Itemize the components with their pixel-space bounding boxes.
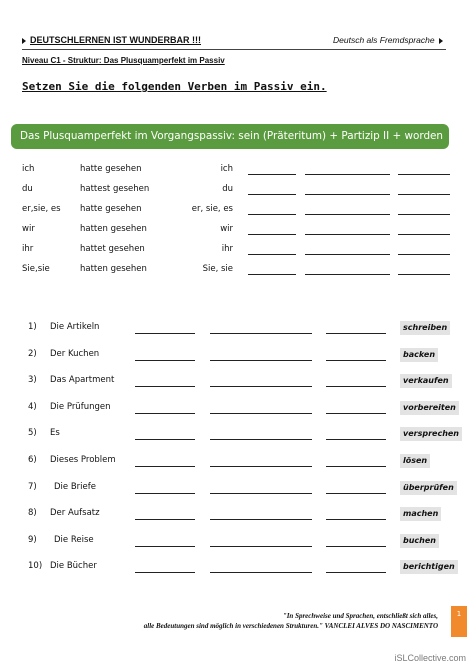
answer-blank[interactable]	[210, 466, 312, 467]
answer-blank[interactable]	[135, 466, 195, 467]
pronoun-answer-label: er, sie, es	[191, 204, 233, 214]
pronoun-answer-label: wir	[220, 224, 233, 234]
exercise-subject: Die Reise	[54, 535, 94, 545]
verb-hint: vorbereiten	[400, 401, 459, 415]
exercise-number: 6)	[28, 455, 37, 465]
answer-blank[interactable]	[326, 333, 386, 334]
verb-hint: versprechen	[400, 427, 462, 441]
answer-blank[interactable]	[398, 214, 450, 215]
triangle-bullet-icon	[22, 38, 26, 44]
answer-blank[interactable]	[248, 214, 296, 215]
answer-blank[interactable]	[305, 214, 390, 215]
auxiliary-form: hatte gesehen	[80, 204, 142, 214]
answer-blank[interactable]	[135, 572, 195, 573]
pronoun: wir	[22, 224, 35, 234]
answer-blank[interactable]	[135, 493, 195, 494]
exercise-number: 7)	[28, 482, 37, 492]
answer-blank[interactable]	[210, 439, 312, 440]
pronoun: er,sie, es	[22, 204, 61, 214]
exercise-subject: Die Artikeln	[50, 322, 100, 332]
answer-blank[interactable]	[210, 333, 312, 334]
answer-blank[interactable]	[135, 439, 195, 440]
exercise-number: 3)	[28, 375, 37, 385]
answer-blank[interactable]	[305, 174, 390, 175]
answer-blank[interactable]	[135, 546, 195, 547]
exercise-subject: Dieses Problem	[50, 455, 116, 465]
instruction-heading: Setzen Sie die folgenden Verben im Passiv ein.	[22, 80, 327, 93]
verb-hint: verkaufen	[400, 374, 452, 388]
exercise-subject: Der Kuchen	[50, 349, 100, 359]
exercise-subject: Das Apartment	[50, 375, 115, 385]
answer-blank[interactable]	[326, 572, 386, 573]
verb-hint: backen	[400, 348, 438, 362]
answer-blank[interactable]	[326, 466, 386, 467]
answer-blank[interactable]	[210, 546, 312, 547]
answer-blank[interactable]	[305, 254, 390, 255]
exercise-subject: Die Bücher	[50, 561, 97, 571]
pronoun-answer-label: ihr	[221, 244, 233, 254]
answer-blank[interactable]	[398, 254, 450, 255]
header-subject	[333, 35, 443, 45]
level-label: Niveau C1 - Struktur: Das Plusquamperfekt im Passiv	[22, 56, 225, 65]
auxiliary-form: hatten gesehen	[80, 264, 147, 274]
answer-blank[interactable]	[326, 386, 386, 387]
exercise-number: 1)	[28, 322, 37, 332]
exercise-number: 10)	[28, 561, 43, 571]
header-left-text: DEUTSCHLERNEN IST WUNDERBAR !!!	[30, 35, 201, 45]
quote-line-1: "In Sprechweise und Sprachen, entschließt sich alles,	[282, 612, 438, 620]
header-right-text: Deutsch als Fremdsprache	[333, 35, 435, 45]
verb-hint: schreiben	[400, 321, 450, 335]
verb-hint: machen	[400, 507, 441, 521]
page-number: 1	[456, 610, 462, 618]
exercise-number: 4)	[28, 402, 37, 412]
header-divider	[22, 49, 446, 50]
exercise-number: 2)	[28, 349, 37, 359]
exercise-subject: Es	[50, 428, 60, 438]
exercise-subject: Der Aufsatz	[50, 508, 100, 518]
answer-blank[interactable]	[248, 274, 296, 275]
answer-blank[interactable]	[248, 234, 296, 235]
answer-blank[interactable]	[326, 519, 386, 520]
footer-watermark: iSLCollective.com	[394, 653, 466, 663]
answer-blank[interactable]	[210, 360, 312, 361]
pronoun-answer-label: ich	[220, 164, 233, 174]
answer-blank[interactable]	[326, 439, 386, 440]
quote-line-2: alle Bedeutungen sind möglich in verschiedenen Strukturen." VANCLEI ALVES DO NASCIMENTO	[143, 622, 438, 630]
exercise-subject: Die Briefe	[54, 482, 96, 492]
exercise-number: 9)	[28, 535, 37, 545]
pronoun: du	[22, 184, 33, 194]
auxiliary-form: hattet gesehen	[80, 244, 145, 254]
answer-blank[interactable]	[135, 333, 195, 334]
answer-blank[interactable]	[326, 413, 386, 414]
answer-blank[interactable]	[398, 234, 450, 235]
exercise-subject: Die Prüfungen	[50, 402, 111, 412]
auxiliary-form: hatten gesehen	[80, 224, 147, 234]
verb-hint: lösen	[400, 454, 430, 468]
answer-blank[interactable]	[326, 360, 386, 361]
answer-blank[interactable]	[398, 274, 450, 275]
answer-blank[interactable]	[135, 360, 195, 361]
answer-blank[interactable]	[210, 519, 312, 520]
answer-blank[interactable]	[135, 413, 195, 414]
rule-banner: Das Plusquamperfekt im Vorgangspassiv: sein (Präteritum) + Partizip II + worden	[11, 124, 449, 149]
auxiliary-form: hatte gesehen	[80, 164, 142, 174]
answer-blank[interactable]	[305, 194, 390, 195]
verb-hint: berichtigen	[400, 560, 458, 574]
answer-blank[interactable]	[210, 493, 312, 494]
verb-hint: buchen	[400, 534, 439, 548]
answer-blank[interactable]	[248, 174, 296, 175]
triangle-bullet-icon	[439, 38, 443, 44]
answer-blank[interactable]	[210, 572, 312, 573]
answer-blank[interactable]	[248, 254, 296, 255]
quote	[38, 611, 438, 631]
answer-blank[interactable]	[210, 386, 312, 387]
pronoun: Sie,sie	[22, 264, 50, 274]
answer-blank[interactable]	[248, 194, 296, 195]
exercise-number: 8)	[28, 508, 37, 518]
auxiliary-form: hattest gesehen	[80, 184, 150, 194]
answer-blank[interactable]	[398, 194, 450, 195]
answer-blank[interactable]	[326, 493, 386, 494]
pronoun-answer-label: du	[222, 184, 233, 194]
answer-blank[interactable]	[135, 519, 195, 520]
pronoun-answer-label: Sie, sie	[202, 264, 233, 274]
exercise-number: 5)	[28, 428, 37, 438]
verb-hint: überprüfen	[400, 481, 457, 495]
answer-blank[interactable]	[210, 413, 312, 414]
pronoun: ich	[22, 164, 35, 174]
answer-blank[interactable]	[326, 546, 386, 547]
answer-blank[interactable]	[305, 234, 390, 235]
answer-blank[interactable]	[135, 386, 195, 387]
header-series-title	[22, 35, 201, 45]
answer-blank[interactable]	[305, 274, 390, 275]
pronoun: ihr	[22, 244, 34, 254]
answer-blank[interactable]	[398, 174, 450, 175]
